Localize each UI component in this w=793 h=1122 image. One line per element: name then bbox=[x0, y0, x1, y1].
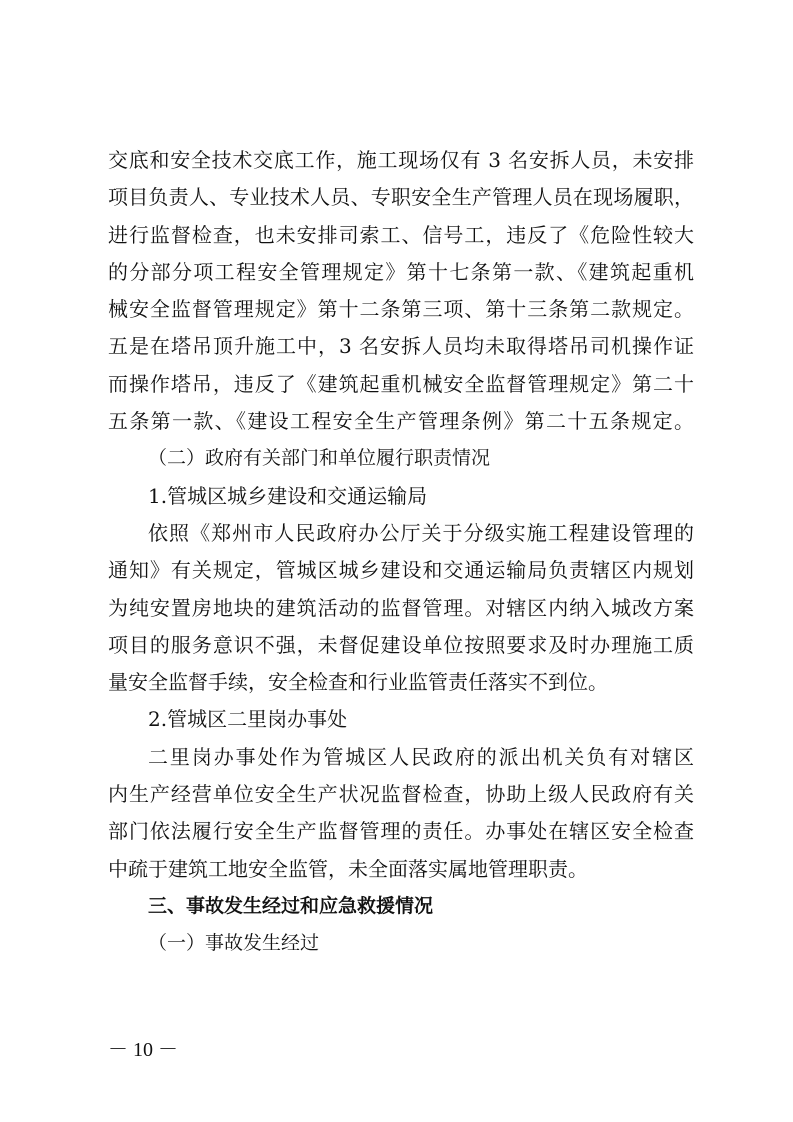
chapter-heading: 三、事故发生经过和应急救援情况 bbox=[148, 894, 434, 917]
document-body bbox=[108, 150, 694, 971]
paragraph-line: 械安全监督管理规定》第十二条第三项、第十三条第二款规定。 bbox=[108, 297, 694, 322]
paragraph-line: 内生产经营单位安全生产状况监督检查，协助上级人民政府有关 bbox=[108, 782, 694, 807]
paragraph-line: 通知》有关规定，管城区城乡建设和交通运输局负责辖区内规划 bbox=[108, 558, 694, 583]
paragraph-line: 中疏于建筑工地安全监管，未全面落实属地管理职责。 bbox=[108, 856, 588, 881]
paragraph-line: 量安全监督手续，安全检查和行业监管责任落实不到位。 bbox=[108, 670, 608, 695]
section-heading: （一）事故发生经过 bbox=[148, 932, 320, 955]
paragraph-line: 二里岗办事处作为管城区人民政府的派出机关负有对辖区 bbox=[148, 744, 694, 769]
paragraph-line: 项目的服务意识不强，未督促建设单位按照要求及时办理施工质 bbox=[108, 632, 694, 657]
paragraph-line: 依照《郑州市人民政府办公厅关于分级实施工程建设管理的 bbox=[148, 520, 694, 545]
paragraph-line: 部门依法履行安全生产监督管理的责任。办事处在辖区安全检查 bbox=[108, 819, 694, 844]
paragraph-line: 交底和安全技术交底工作，施工现场仅有 3 名安拆人员，未安排 bbox=[108, 148, 694, 172]
item-title: 1.管城区城乡建设和交通运输局 bbox=[148, 483, 428, 508]
paragraph-line: 五条第一款、《建设工程安全生产管理条例》第二十五条规定。 bbox=[108, 409, 694, 434]
paragraph-line: 进行监督检查，也未安排司索工、信号工，违反了《危险性较大 bbox=[108, 222, 694, 247]
paragraph-line: 五是在塔吊顶升施工中，3 名安拆人员均未取得塔吊司机操作证 bbox=[108, 334, 694, 359]
page-number: － 10 － bbox=[108, 1039, 178, 1061]
section-heading: （二）政府有关部门和单位履行职责情况 bbox=[148, 447, 491, 470]
item-title: 2.管城区二里岗办事处 bbox=[148, 707, 348, 732]
paragraph-line: 的分部分项工程安全管理规定》第十七条第一款、《建筑起重机 bbox=[108, 259, 694, 284]
paragraph-line: 为纯安置房地块的建筑活动的监督管理。对辖区内纳入城改方案 bbox=[108, 595, 694, 620]
paragraph-line: 而操作塔吊，违反了《建筑起重机械安全监督管理规定》第二十 bbox=[108, 371, 694, 396]
paragraph-line: 项目负责人、专业技术人员、专职安全生产管理人员在现场履职， bbox=[108, 185, 694, 210]
